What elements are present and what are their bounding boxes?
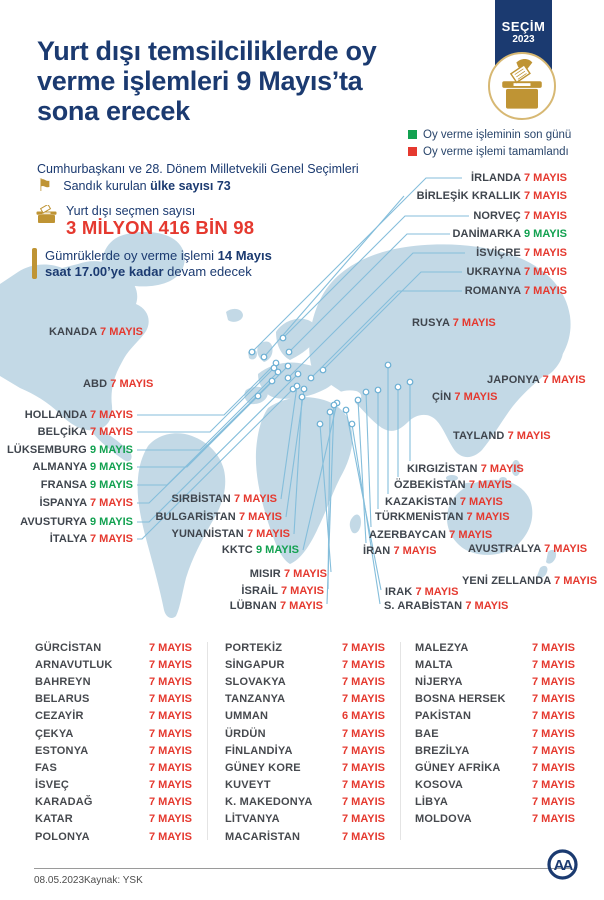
table-row: [225, 725, 385, 742]
country-name: ESTONYA: [35, 744, 89, 757]
country-name: ROMANYA: [464, 285, 524, 297]
table-row: [225, 759, 385, 776]
vote-date: 7 MAYIS: [89, 533, 133, 545]
red-square-icon: [408, 147, 417, 156]
vote-date: 7 MAYIS: [148, 744, 192, 757]
vote-date: 7 MAYIS: [148, 830, 192, 843]
map-dot: [301, 386, 307, 392]
table-row: [415, 725, 575, 742]
table-row: [225, 777, 385, 794]
country-name: İSVİÇRE: [476, 247, 524, 259]
table-column-3: [415, 639, 575, 828]
country-name: PAKİSTAN: [415, 710, 472, 723]
title-line-1: Yurt dışı temsilciliklerde oy: [37, 36, 377, 66]
vote-date: 7 MAYIS: [554, 575, 598, 587]
vote-date: 6 MAYIS: [341, 710, 385, 723]
map-dot: [331, 402, 337, 408]
country-name: TÜRKMENİSTAN: [375, 511, 467, 523]
map-dot: [327, 409, 333, 415]
map-dot: [261, 354, 267, 360]
country-name: NİJERYA: [415, 675, 463, 688]
vote-date: 7 MAYIS: [531, 693, 575, 706]
country-name: MALTA: [415, 658, 453, 671]
country-name: BİRLEŞİK KRALLIK: [416, 190, 524, 202]
country-name: JAPONYA: [487, 374, 543, 386]
table-row: [35, 794, 192, 811]
continents: [0, 232, 571, 618]
map-dot: [299, 394, 305, 400]
country-name: IRAK: [385, 586, 416, 598]
table-column-2: [225, 639, 385, 845]
country-name: UKRAYNA: [466, 266, 524, 278]
map-dot: [343, 407, 349, 413]
badge-secim-label: SEÇİM: [501, 19, 546, 34]
vote-date: 7 MAYIS: [341, 658, 385, 671]
vote-date: 7 MAYIS: [341, 761, 385, 774]
country-name: LÜBNAN: [229, 600, 280, 612]
customs-line-2: [45, 264, 272, 280]
country-name: KAZAKİSTAN: [385, 496, 460, 508]
vote-date: 7 MAYIS: [148, 796, 192, 809]
country-name: YENİ ZELLANDA: [462, 575, 555, 587]
country-name: GÜNEY KORE: [225, 761, 301, 774]
country-name: AVUSTURYA: [20, 516, 90, 528]
country-name: BAHREYN: [35, 675, 91, 688]
country-name: LÜKSEMBURG: [6, 444, 90, 456]
customs-line-1: [45, 248, 272, 264]
vote-date: 7 MAYIS: [480, 463, 524, 475]
vote-date: 7 MAYIS: [415, 586, 459, 598]
country-name: LİBYA: [415, 796, 448, 809]
vote-date: 7 MAYIS: [89, 497, 133, 509]
vote-date: 7 MAYIS: [148, 761, 192, 774]
vote-date: 7 MAYIS: [531, 779, 575, 792]
country-name: LİTVANYA: [225, 813, 280, 826]
stat-countries-text: [63, 179, 230, 193]
leader-line: [352, 424, 380, 604]
table-row: [35, 639, 192, 656]
ballot-box-icon: [490, 54, 554, 118]
table-row: [225, 656, 385, 673]
country-name: RUSYA: [412, 317, 453, 329]
table-row: [415, 673, 575, 690]
vote-date: 7 MAYIS: [280, 585, 324, 597]
map-dot: [349, 421, 355, 427]
table-row: [415, 811, 575, 828]
country-name: S. ARABİSTAN: [384, 600, 466, 612]
gold-bar-icon: [32, 248, 37, 279]
vote-date: 7 MAYIS: [233, 493, 277, 505]
table-row: [415, 691, 575, 708]
vote-date: 7 MAYIS: [341, 796, 385, 809]
vote-date: 7 MAYIS: [148, 693, 192, 706]
legend: [408, 126, 571, 160]
country-name: KANADA: [49, 326, 101, 338]
map-dot: [285, 375, 291, 381]
vote-date: 7 MAYIS: [454, 391, 498, 403]
stat-countries-bold: ülke sayısı 73: [150, 178, 231, 193]
customs-l1-bold: 14 Mayıs: [217, 248, 272, 263]
vote-date: 7 MAYIS: [148, 658, 192, 671]
vote-date: 7 MAYIS: [523, 210, 567, 222]
country-name: ÇEKYA: [35, 727, 74, 740]
country-name: BREZİLYA: [415, 744, 470, 757]
map-dot: [375, 387, 381, 393]
vote-date: 9 MAYIS: [89, 479, 133, 491]
column-divider: [400, 642, 401, 840]
vote-date: 7 MAYIS: [341, 779, 385, 792]
country-name: ÖZBEKİSTAN: [394, 479, 469, 491]
vote-date: 7 MAYIS: [148, 675, 192, 688]
vote-date: 7 MAYIS: [449, 529, 493, 541]
vote-date: 7 MAYIS: [523, 247, 567, 259]
map-dot: [395, 384, 401, 390]
vote-date: 7 MAYIS: [341, 641, 385, 654]
map-dot: [294, 383, 300, 389]
country-name: CEZAYİR: [35, 710, 84, 723]
vote-date: 7 MAYIS: [531, 675, 575, 688]
table-row: [225, 708, 385, 725]
country-name: YUNANİSTAN: [171, 528, 247, 540]
vote-date: 9 MAYIS: [89, 444, 133, 456]
country-name: TAYLAND: [453, 430, 508, 442]
country-name: SİNGAPUR: [225, 658, 285, 671]
table-row: [225, 742, 385, 759]
country-name: BOSNA HERSEK: [415, 693, 506, 706]
vote-date: 7 MAYIS: [542, 374, 586, 386]
vote-date: 7 MAYIS: [523, 190, 567, 202]
country-name: ÜRDÜN: [225, 727, 266, 740]
table-row: [415, 794, 575, 811]
vote-date: 7 MAYIS: [89, 409, 133, 421]
table-row: [35, 759, 192, 776]
map-dot: [317, 421, 323, 427]
country-name: İRAN: [363, 545, 394, 557]
country-name: İTALYA: [49, 533, 90, 545]
vote-date: 7 MAYIS: [531, 813, 575, 826]
legend-item-last-day: [408, 126, 571, 143]
vote-date: 7 MAYIS: [466, 511, 510, 523]
subtitle: Cumhurbaşkanı ve 28. Dönem Milletvekili Genel Seçimleri: [37, 162, 359, 176]
vote-date: 7 MAYIS: [279, 600, 323, 612]
country-name: FRANSA: [40, 479, 90, 491]
country-name: FAS: [35, 761, 57, 774]
vote-date: 7 MAYIS: [148, 813, 192, 826]
vote-date: 7 MAYIS: [531, 796, 575, 809]
table-row: [35, 742, 192, 759]
stat-voters-value: 3 MİLYON 416 BİN 98: [66, 217, 255, 238]
vote-date: 7 MAYIS: [341, 813, 385, 826]
country-name: ARNAVUTLUK: [35, 658, 113, 671]
country-name: ÇİN: [432, 391, 455, 403]
table-row: [35, 673, 192, 690]
vote-date: 7 MAYIS: [148, 779, 192, 792]
country-name: İSPANYA: [39, 497, 90, 509]
country-name: İRLANDA: [471, 172, 524, 184]
ballot-box-small-icon: [36, 205, 57, 229]
stat-countries: [37, 177, 231, 194]
country-name: AZERBAYCAN: [369, 529, 450, 541]
customs-l2-regular: devam edecek: [163, 263, 252, 279]
map-dot: [249, 349, 255, 355]
table-row: [35, 691, 192, 708]
country-name: KIRGIZİSTAN: [407, 463, 481, 475]
table-row: [225, 794, 385, 811]
vote-date: 7 MAYIS: [246, 528, 290, 540]
table-row: [35, 828, 192, 845]
map-dot: [255, 393, 261, 399]
vote-date: 7 MAYIS: [148, 727, 192, 740]
country-name: KARADAĞ: [35, 796, 93, 809]
vote-date: 7 MAYIS: [531, 710, 575, 723]
legend-label: Oy verme işleminin son günü: [423, 128, 572, 141]
table-row: [415, 656, 575, 673]
footer-divider: [34, 868, 570, 869]
map-dot: [285, 363, 291, 369]
vote-date: 7 MAYIS: [452, 317, 496, 329]
country-name: KKTC: [221, 544, 256, 556]
vote-date: 7 MAYIS: [110, 378, 154, 390]
vote-date: 7 MAYIS: [459, 496, 503, 508]
country-name: AVUSTRALYA: [468, 543, 545, 555]
table-row: [415, 708, 575, 725]
country-name: İSVEÇ: [35, 779, 70, 792]
table-row: [415, 759, 575, 776]
country-name: MISIR: [249, 568, 284, 580]
map-dot: [295, 371, 301, 377]
map-dot: [269, 378, 275, 384]
map-dot: [280, 335, 286, 341]
country-name: MOLDOVA: [415, 813, 472, 826]
map-dot: [407, 379, 413, 385]
vote-date: 9 MAYIS: [523, 228, 567, 240]
footer-source: Kaynak: YSK: [84, 875, 143, 886]
country-name: K. MAKEDONYA: [225, 796, 313, 809]
country-name: GÜRCİSTAN: [35, 641, 102, 654]
country-name: KATAR: [35, 813, 73, 826]
country-name: PORTEKİZ: [225, 641, 283, 654]
green-square-icon: [408, 130, 417, 139]
vote-date: 7 MAYIS: [507, 430, 551, 442]
country-name: ALMANYA: [32, 461, 90, 473]
table-row: [35, 656, 192, 673]
page-title: [37, 36, 397, 126]
column-divider: [207, 642, 208, 840]
country-name: POLONYA: [35, 830, 90, 843]
vote-date: 7 MAYIS: [523, 172, 567, 184]
table-row: [415, 777, 575, 794]
table-row: [415, 742, 575, 759]
vote-date: 7 MAYIS: [89, 426, 133, 438]
table-row: [415, 639, 575, 656]
table-column-1: [35, 639, 192, 845]
country-name: ABD: [83, 378, 111, 390]
vote-date: 7 MAYIS: [531, 744, 575, 757]
vote-date: 7 MAYIS: [341, 744, 385, 757]
stat-countries-regular: Sandık kurulan: [63, 178, 151, 193]
stat-voters-label: Yurt dışı seçmen sayısı: [66, 204, 196, 218]
vote-date: 7 MAYIS: [393, 545, 437, 557]
table-row: [35, 811, 192, 828]
customs-l2-bold: saat 17.00’ye kadar: [45, 263, 164, 279]
badge-year-label: 2023: [512, 34, 535, 45]
table-row: [35, 725, 192, 742]
vote-date: 7 MAYIS: [341, 830, 385, 843]
vote-date: 7 MAYIS: [523, 285, 567, 297]
country-name: MACARİSTAN: [225, 830, 301, 843]
vote-date: 7 MAYIS: [468, 479, 512, 491]
table-row: [225, 639, 385, 656]
table-row: [225, 811, 385, 828]
aa-agency-logo: [545, 848, 580, 890]
country-name: HOLLANDA: [24, 409, 90, 421]
customs-text: [45, 248, 272, 279]
vote-date: 7 MAYIS: [238, 511, 282, 523]
vote-date: 7 MAYIS: [283, 568, 327, 580]
vote-date: 7 MAYIS: [341, 675, 385, 688]
vote-date: 7 MAYIS: [531, 727, 575, 740]
country-name: NORVEÇ: [473, 210, 524, 222]
legend-label: Oy verme işlemi tamamlandı: [423, 145, 569, 158]
vote-date: 7 MAYIS: [544, 543, 588, 555]
country-name: DANİMARKA: [452, 228, 524, 240]
table-row: [35, 777, 192, 794]
title-line-2: verme işlemleri 9 Mayıs’ta: [37, 66, 363, 96]
country-name: UMMAN: [225, 710, 269, 723]
vote-date: 9 MAYIS: [255, 544, 299, 556]
vote-date: 7 MAYIS: [341, 727, 385, 740]
vote-date: 7 MAYIS: [523, 266, 567, 278]
badge-circle: [488, 52, 556, 120]
customs-l1-regular: Gümrüklerde oy verme işlemi: [45, 248, 218, 263]
vote-date: 7 MAYIS: [465, 600, 509, 612]
country-name: BELARUS: [35, 693, 90, 706]
map-dot: [363, 389, 369, 395]
vote-date: 7 MAYIS: [531, 641, 575, 654]
legend-item-completed: [408, 143, 571, 160]
map-dot: [385, 362, 391, 368]
map-dot: [355, 397, 361, 403]
vote-date: 7 MAYIS: [148, 641, 192, 654]
country-name: BAE: [415, 727, 439, 740]
country-name: KUVEYT: [225, 779, 271, 792]
table-row: [225, 673, 385, 690]
map-dot: [286, 349, 292, 355]
table-row: [225, 691, 385, 708]
map-dot: [308, 375, 314, 381]
table-row: [225, 828, 385, 845]
vote-date: 7 MAYIS: [531, 658, 575, 671]
vote-date: 7 MAYIS: [531, 761, 575, 774]
country-name: TANZANYA: [225, 693, 286, 706]
vote-date: 7 MAYIS: [148, 710, 192, 723]
country-name: GÜNEY AFRİKA: [415, 761, 501, 774]
footer-date: 08.05.2023: [34, 875, 85, 886]
country-name: KOSOVA: [415, 779, 464, 792]
vote-date: 9 MAYIS: [89, 516, 133, 528]
country-name: FİNLANDİYA: [225, 744, 293, 757]
country-name: MALEZYA: [415, 641, 469, 654]
vote-date: 7 MAYIS: [341, 693, 385, 706]
country-name: İSRAİL: [241, 585, 281, 597]
customs-note: [32, 248, 272, 279]
title-line-3: sona erecek: [37, 96, 190, 126]
vote-date: 7 MAYIS: [100, 326, 144, 338]
country-name: SIRBİSTAN: [171, 493, 234, 505]
table-row: [35, 708, 192, 725]
country-name: BULGARİSTAN: [155, 511, 239, 523]
flag-icon: ⚑: [37, 176, 53, 195]
country-name: BELÇİKA: [37, 426, 90, 438]
country-name: SLOVAKYA: [225, 675, 286, 688]
vote-date: 9 MAYIS: [89, 461, 133, 473]
svg-text:AA: AA: [553, 857, 572, 874]
